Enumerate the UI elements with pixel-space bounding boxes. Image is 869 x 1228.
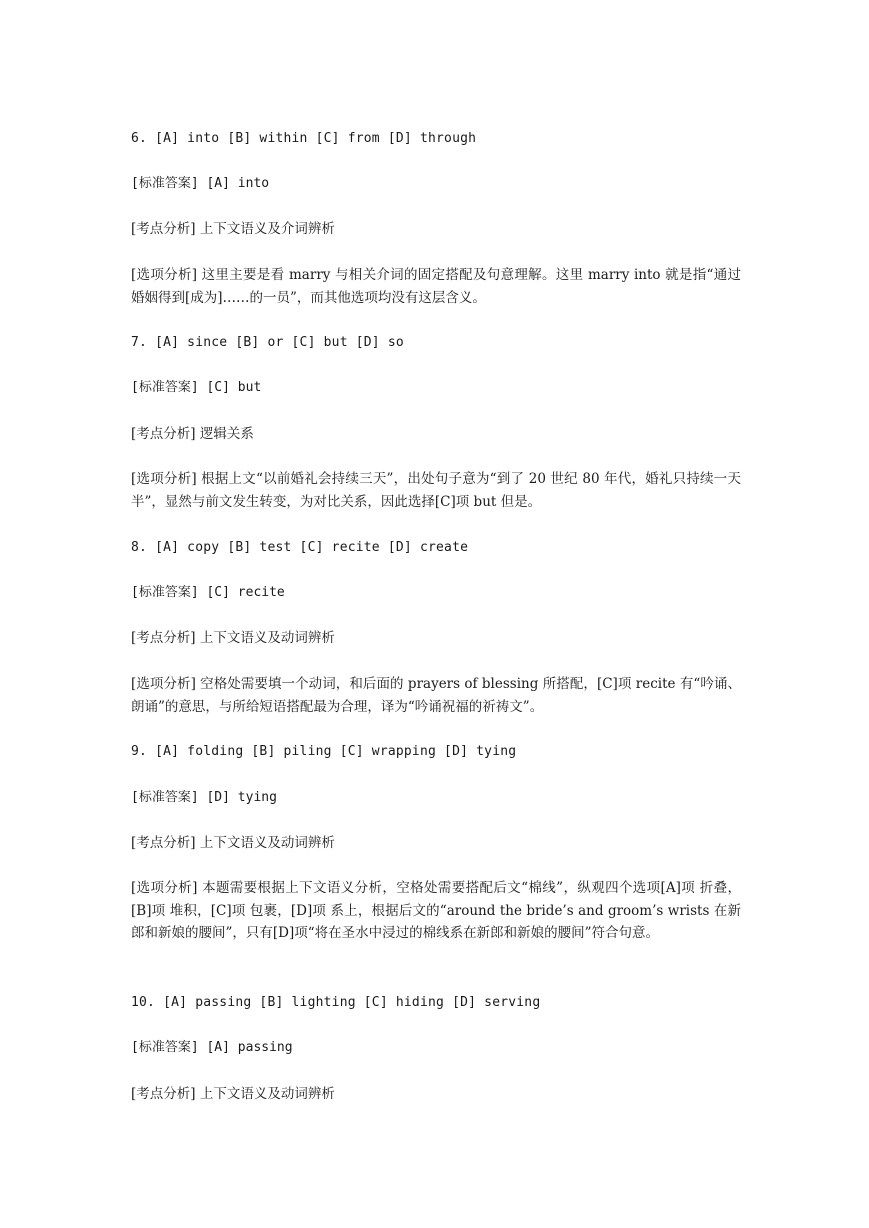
point-analysis-10: [考点分析] 上下文语义及动词辨析 [131,1086,335,1102]
point-analysis-8: [考点分析] 上下文语义及动词辨析 [131,630,335,646]
option-analysis-7: [选项分析] 根据上文“以前婚礼会持续三天”，出处句子意为“到了 20 世纪 80 年代，婚礼只持续一天半”，显然与前文发生转变，为对比关系，因此选择[C]项 but 但是。 [131,471,741,510]
answer-8: [标准答案] [C] recite [131,585,285,600]
answer-7: [标准答案] [C] but [131,380,262,395]
question-10: 10. [A] passing [B] lighting [C] hiding [D] serving [131,995,541,1010]
point-analysis-9: [考点分析] 上下文语义及动词辨析 [131,835,335,851]
answer-9: [标准答案] [D] tying [131,790,277,805]
option-analysis-9: [选项分析] 本题需要根据上下文语义分析，空格处需要搭配后文“棉线”，纵观四个选项[A]项 折叠，[B]项 堆积，[C]项 包裹，[D]项 系上，根据后文的“around the bride’s and groom’s wrists 在新郎和新娘的腰间”，只有[D]项“将在圣水中浸过的棉线系在新郎和新娘的腰间”符合句意。 [131,880,741,941]
answer-6: [标准答案] [A] into [131,176,270,191]
option-analysis-8: [选项分析] 空格处需要填一个动词，和后面的 prayers of blessing 所搭配，[C]项 recite 有“吟诵、朗诵”的意思，与所给短语搭配最为合理，译为“吟诵祝福的祈祷文”。 [131,676,741,715]
question-6: 6. [A] into [B] within [C] from [D] through [131,131,477,146]
question-8: 8. [A] copy [B] test [C] recite [D] create [131,540,469,555]
point-analysis-7: [考点分析] 逻辑关系 [131,426,254,442]
question-7: 7. [A] since [B] or [C] but [D] so [131,335,404,350]
option-analysis-6: [选项分析] 这里主要是看 marry 与相关介词的固定搭配及句意理解。这里 marry into 就是指“通过婚姻得到[成为]……的一员”，而其他选项均没有这层含义。 [131,267,741,306]
point-analysis-6: [考点分析] 上下文语义及介词辨析 [131,221,335,237]
question-9: 9. [A] folding [B] piling [C] wrapping [D] tying [131,744,517,759]
answer-10: [标准答案] [A] passing [131,1040,293,1055]
